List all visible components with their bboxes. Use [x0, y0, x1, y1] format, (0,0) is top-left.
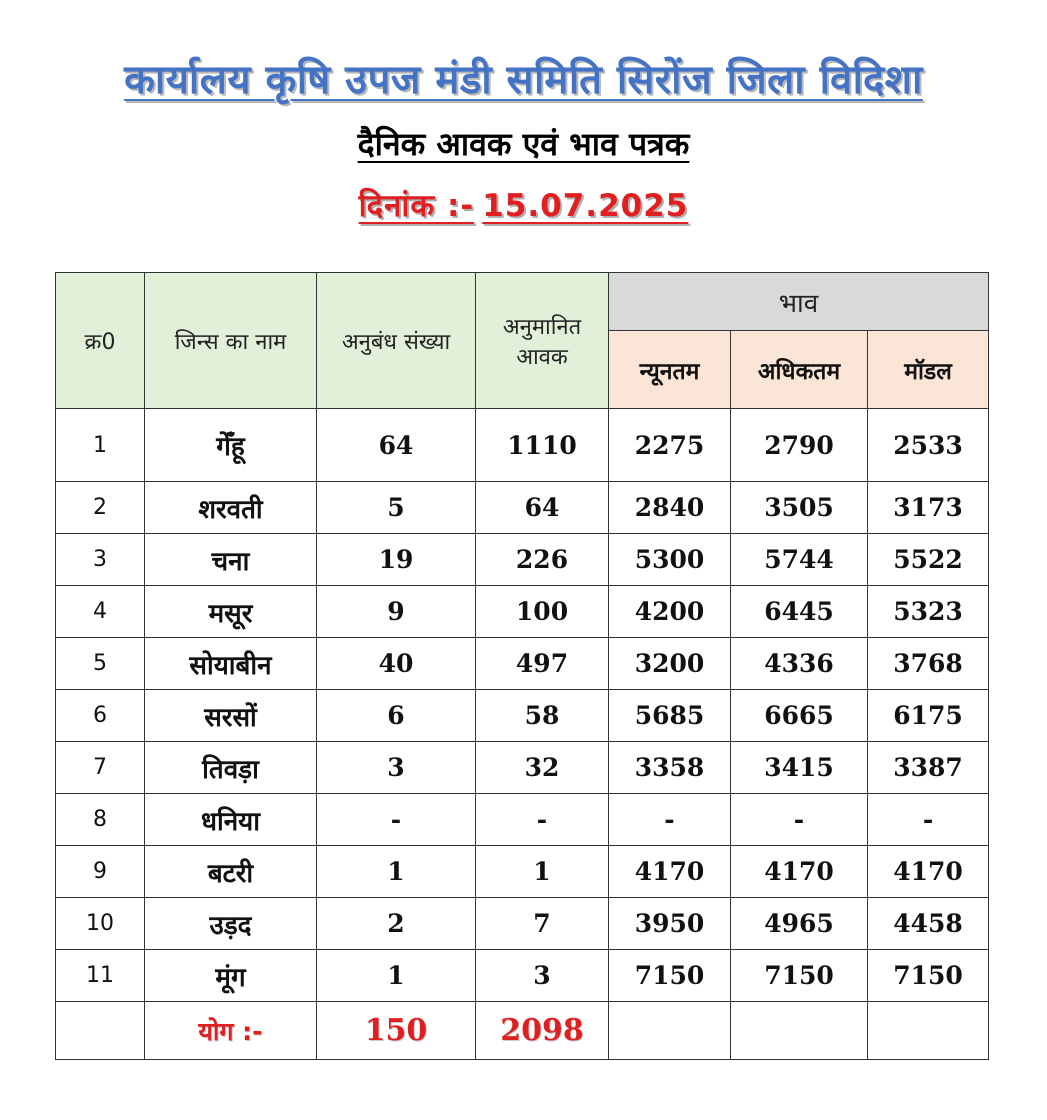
max-price-cell: 3415 — [731, 742, 868, 794]
arrival-cell: 100 — [476, 586, 609, 638]
arrival-cell: 64 — [476, 482, 609, 534]
contract-count-cell: 3 — [317, 742, 476, 794]
total-contract-count: 150 — [317, 1002, 476, 1060]
arrival-cell: 7 — [476, 898, 609, 950]
table-row — [56, 586, 989, 638]
modal-price-cell: 5323 — [868, 586, 989, 638]
max-price-cell: 3505 — [731, 482, 868, 534]
serial-cell: 1 — [56, 409, 145, 482]
max-price-cell: 7150 — [731, 950, 868, 1002]
table-row — [56, 482, 989, 534]
total-empty-serial — [56, 1002, 145, 1060]
date-label: दिनांक :- — [358, 188, 475, 224]
modal-price-cell: 3768 — [868, 638, 989, 690]
report-title: दैनिक आवक एवं भाव पत्रक — [357, 125, 690, 163]
header-price-group: भाव — [609, 273, 989, 331]
arrival-cell: - — [476, 794, 609, 846]
modal-price-cell: 4170 — [868, 846, 989, 898]
crop-name-cell: तिवड़ा — [145, 742, 317, 794]
arrival-cell: 3 — [476, 950, 609, 1002]
crop-name-cell: धनिया — [145, 794, 317, 846]
total-row — [56, 1002, 989, 1060]
arrival-cell: 497 — [476, 638, 609, 690]
contract-count-cell: 9 — [317, 586, 476, 638]
arrival-cell: 32 — [476, 742, 609, 794]
contract-count-cell: 6 — [317, 690, 476, 742]
crop-name-cell: मसूर — [145, 586, 317, 638]
max-price-cell: 6445 — [731, 586, 868, 638]
crop-name-cell: सरसों — [145, 690, 317, 742]
table-row — [56, 794, 989, 846]
total-arrival: 2098 — [476, 1002, 609, 1060]
arrival-rate-table — [55, 272, 989, 1060]
serial-cell: 3 — [56, 534, 145, 586]
table-row — [56, 950, 989, 1002]
max-price-cell: 4965 — [731, 898, 868, 950]
header-crop-name: जिन्स का नाम — [145, 273, 317, 409]
max-price-cell: 2790 — [731, 409, 868, 482]
header-serial: क्र0 — [56, 273, 145, 409]
contract-count-cell: 5 — [317, 482, 476, 534]
crop-name-cell: चना — [145, 534, 317, 586]
header-contract-count: अनुबंध संख्या — [317, 273, 476, 409]
report-date — [0, 184, 1047, 226]
modal-price-cell: - — [868, 794, 989, 846]
serial-cell: 5 — [56, 638, 145, 690]
total-empty-modal — [868, 1002, 989, 1060]
modal-price-cell: 2533 — [868, 409, 989, 482]
total-empty-min — [609, 1002, 731, 1060]
modal-price-cell: 3173 — [868, 482, 989, 534]
max-price-cell: 6665 — [731, 690, 868, 742]
table-row — [56, 409, 989, 482]
serial-cell: 10 — [56, 898, 145, 950]
table-row — [56, 742, 989, 794]
serial-cell: 4 — [56, 586, 145, 638]
serial-cell: 6 — [56, 690, 145, 742]
serial-cell: 7 — [56, 742, 145, 794]
modal-price-cell: 4458 — [868, 898, 989, 950]
arrival-cell: 1110 — [476, 409, 609, 482]
max-price-cell: 4336 — [731, 638, 868, 690]
modal-price-cell: 6175 — [868, 690, 989, 742]
crop-name-cell: उड़द — [145, 898, 317, 950]
contract-count-cell: 1 — [317, 950, 476, 1002]
contract-count-cell: 2 — [317, 898, 476, 950]
modal-price-cell: 7150 — [868, 950, 989, 1002]
contract-count-cell: 19 — [317, 534, 476, 586]
table-row — [56, 898, 989, 950]
serial-cell: 11 — [56, 950, 145, 1002]
max-price-cell: - — [731, 794, 868, 846]
min-price-cell: 5685 — [609, 690, 731, 742]
table-row — [56, 638, 989, 690]
arrival-cell: 1 — [476, 846, 609, 898]
max-price-cell: 5744 — [731, 534, 868, 586]
contract-count-cell: 1 — [317, 846, 476, 898]
date-value: 15.07.2025 — [482, 188, 689, 224]
crop-name-cell: बटरी — [145, 846, 317, 898]
min-price-cell: 7150 — [609, 950, 731, 1002]
min-price-cell: 3200 — [609, 638, 731, 690]
serial-cell: 8 — [56, 794, 145, 846]
office-title: कार्यालय कृषि उपज मंडी समिति सिरोंज जिला विदिशा — [124, 57, 923, 103]
min-price-cell: 3358 — [609, 742, 731, 794]
crop-name-cell: गेँहू — [145, 409, 317, 482]
arrival-cell: 226 — [476, 534, 609, 586]
min-price-cell: 5300 — [609, 534, 731, 586]
min-price-cell: - — [609, 794, 731, 846]
contract-count-cell: - — [317, 794, 476, 846]
serial-cell: 2 — [56, 482, 145, 534]
min-price-cell: 4170 — [609, 846, 731, 898]
max-price-cell: 4170 — [731, 846, 868, 898]
header-modal-price: मॉडल — [868, 331, 989, 409]
modal-price-cell: 5522 — [868, 534, 989, 586]
header-min-price: न्यूनतम — [609, 331, 731, 409]
min-price-cell: 3950 — [609, 898, 731, 950]
table-row — [56, 534, 989, 586]
contract-count-cell: 40 — [317, 638, 476, 690]
serial-cell: 9 — [56, 846, 145, 898]
min-price-cell: 2840 — [609, 482, 731, 534]
crop-name-cell: सोयाबीन — [145, 638, 317, 690]
arrival-cell: 58 — [476, 690, 609, 742]
modal-price-cell: 3387 — [868, 742, 989, 794]
table-row — [56, 846, 989, 898]
header-max-price: अधिकतम — [731, 331, 868, 409]
table-row — [56, 690, 989, 742]
min-price-cell: 4200 — [609, 586, 731, 638]
contract-count-cell: 64 — [317, 409, 476, 482]
min-price-cell: 2275 — [609, 409, 731, 482]
crop-name-cell: शरवती — [145, 482, 317, 534]
total-empty-max — [731, 1002, 868, 1060]
total-label: योग :- — [145, 1002, 317, 1060]
crop-name-cell: मूंग — [145, 950, 317, 1002]
header-estimated-arrival: अनुमानित आवक — [476, 273, 609, 409]
